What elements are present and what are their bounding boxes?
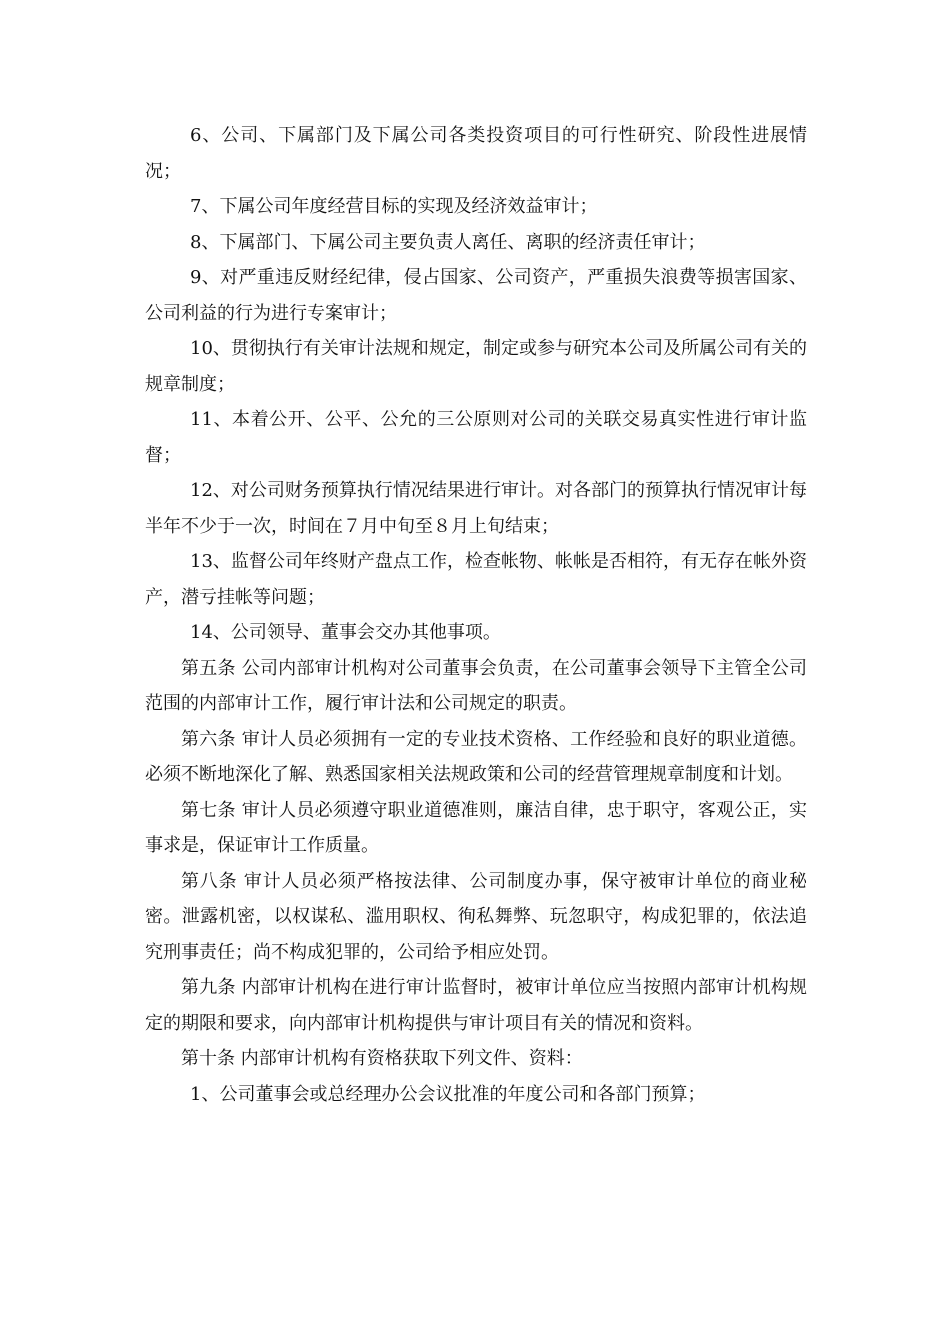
list-item-9: 9、对严重违反财经纪律，侵占国家、公司资产，严重损失浪费等损害国家、公司利益的行为进行专案审计； [145, 267, 807, 324]
list-item-10: 10、贯彻执行有关审计法规和规定，制定或参与研究本公司及所属公司有关的规章制度； [145, 338, 807, 395]
article-7: 第七条 审计人员必须遵守职业道德准则，廉洁自律，忠于职守，客观公正，实事求是，保证审计工作质量。 [145, 799, 807, 856]
article-9: 第九条 内部审计机构在进行审计监督时，被审计单位应当按照内部审计机构规定的期限和要求，向内部审计机构提供与审计项目有关的情况和资料。 [145, 977, 807, 1034]
article-5: 第五条 公司内部审计机构对公司董事会负责，在公司董事会领导下主管全公司范围的内部审计工作，履行审计法和公司规定的职责。 [145, 657, 807, 714]
article-6: 第六条 审计人员必须拥有一定的专业技术资格、工作经验和良好的职业道德。必须不断地深化了解、熟悉国家相关法规政策和公司的经营管理规章制度和计划。 [145, 728, 807, 785]
article-8: 第八条 审计人员必须严格按法律、公司制度办事，保守被审计单位的商业秘密。泄露机密，以权谋私、滥用职权、徇私舞弊、玩忽职守，构成犯罪的，依法追究刑事责任；尚不构成犯罪的，公司给予相应处罚。 [145, 870, 807, 963]
list-item-8: 8、下属部门、下属公司主要负责人离任、离职的经济责任审计； [190, 231, 706, 253]
list-item-7: 7、下属公司年度经营目标的实现及经济效益审计； [190, 196, 598, 217]
document-body [145, 118, 807, 1112]
list-item-1: 1、公司董事会或总经理办公会议批准的年度公司和各部门预算； [190, 1083, 706, 1105]
list-item-11: 11、本着公开、公平、公允的三公原则对公司的关联交易真实性进行审计监督； [145, 409, 807, 466]
list-item-6: 6、公司、下属部门及下属公司各类投资项目的可行性研究、阶段性进展情况； [145, 125, 807, 182]
article-10: 第十条 内部审计机构有资格获取下列文件、资料： [181, 1048, 583, 1069]
list-item-12: 12、对公司财务预算执行情况结果进行审计。对各部门的预算执行情况审计每半年不少于一次，时间在７月中旬至８月上旬结束； [145, 480, 807, 537]
list-item-13: 13、监督公司年终财产盘点工作，检查帐物、帐帐是否相符，有无存在帐外资产，潜亏挂帐等问题； [145, 551, 807, 608]
list-item-14: 14、公司领导、董事会交办其他事项。 [190, 622, 501, 643]
